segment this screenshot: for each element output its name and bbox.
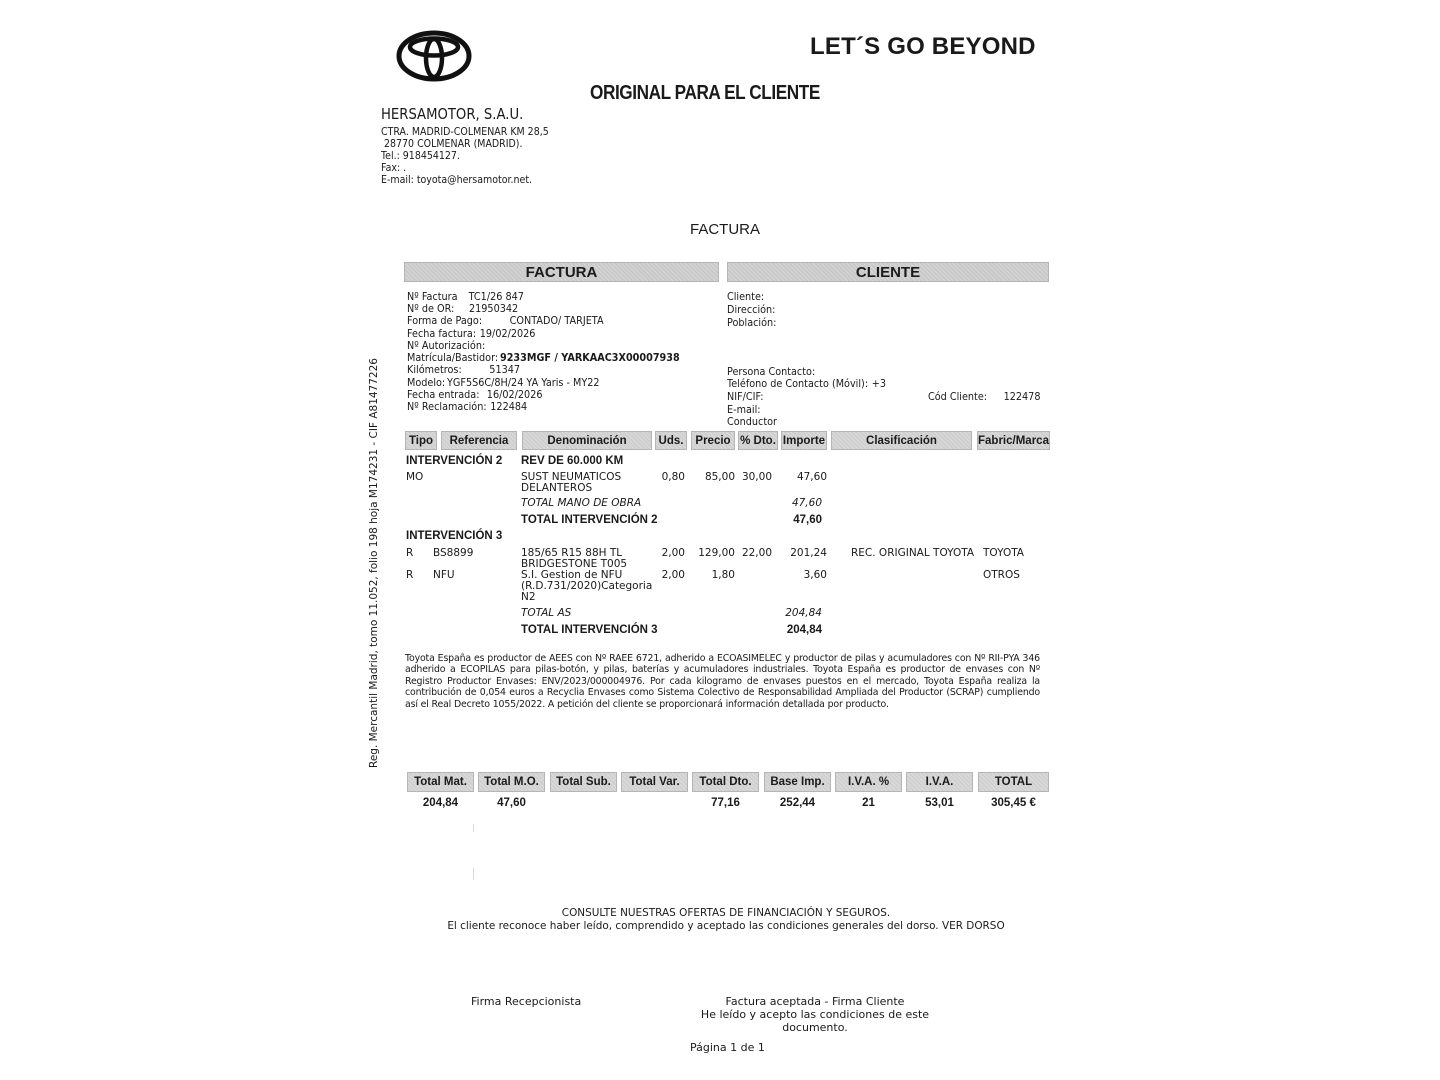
- client-code: Cód Cliente: 122478: [928, 391, 1041, 403]
- intervention-subtitle: REV DE 60.000 KM: [521, 455, 624, 467]
- totals-vat-rate: 21: [862, 797, 875, 809]
- claim-number: Nº Reclamación: 122484: [407, 401, 528, 413]
- or-number: Nº de OR: 21950342: [407, 303, 519, 315]
- line-importe: 201,24: [790, 547, 827, 559]
- invoice-section-header: FACTURA: [404, 262, 719, 282]
- company-name: HERSAMOTOR, S.A.U.: [381, 105, 524, 123]
- kilometers: Kilómetros: 51347: [407, 364, 521, 376]
- line-uds: 2,00: [661, 569, 685, 581]
- client-section-header: CLIENTE: [727, 262, 1049, 282]
- line-denominacion: S.I. Gestion de NFU (R.D.731/2020)Categoria N2: [521, 569, 653, 603]
- scan-artifact: [473, 824, 474, 832]
- intervention-total-value: 47,60: [793, 514, 822, 526]
- contact-person: Persona Contacto:: [727, 366, 816, 378]
- col-header-marca: Fabric/Marca: [977, 431, 1050, 450]
- totals-header-labor: Total M.O.: [478, 772, 545, 792]
- line-clasificacion: REC. ORIGINAL TOYOTA: [851, 547, 975, 559]
- line-denominacion: SUST NEUMATICOS DELANTEROS: [521, 471, 622, 494]
- col-header-uds: Uds.: [655, 431, 687, 450]
- totals-header-base: Base Imp.: [764, 772, 831, 792]
- company-fax: Fax: .: [381, 162, 407, 174]
- authorization-number: Nº Autorización:: [407, 340, 486, 352]
- line-referencia: BS8899: [433, 547, 474, 559]
- scan-artifact: [473, 868, 474, 880]
- registry-text: Reg. Mercantil Madrid, tomo 11.052, folio 198 hoja M174231 - CIF A81477226: [368, 358, 380, 768]
- company-email: E-mail: toyota@hersamotor.net.: [381, 174, 533, 186]
- contact-phone: Teléfono de Contacto (Móvil): +3: [727, 378, 887, 390]
- totals-labor: 47,60: [497, 797, 526, 809]
- intervention-total-label: TOTAL INTERVENCIÓN 3: [521, 624, 658, 636]
- line-marca: OTROS: [983, 569, 1020, 581]
- totals-header-material: Total Mat.: [407, 772, 474, 792]
- col-header-tipo: Tipo: [405, 431, 437, 450]
- intervention-title: INTERVENCIÓN 2: [406, 455, 503, 467]
- company-tel: Tel.: 918454127.: [381, 150, 460, 162]
- totals-header-vat: I.V.A.: [906, 772, 973, 792]
- totals-header-sub: Total Sub.: [550, 772, 617, 792]
- line-dto: 22,00: [741, 547, 772, 559]
- invoice-number: Nº Factura TC1/26 847: [407, 291, 524, 303]
- totals-header-var: Total Var.: [621, 772, 688, 792]
- document-title: FACTURA: [690, 221, 761, 238]
- client-driver: Conductor: [727, 416, 778, 428]
- legal-notice: Toyota España es productor de AEES con Nº RAEE 6721, adherido a ECOASIMELEC y productor de pilas y acumuladores con Nº RII-PYA 346 adherido a ECOPILAS para pilas-botón, y pilas, baterías y acumuladores industriales. Toyota España es productor de envases con Nº Registro Productor Envases: ENV/2023/000004976. Por cada kilogramo de envases puestos en el mercado, Toyota España realiza la contribución de 0,054 euros a Recyclia Envases como Sistema Colectivo de Responsabilidad Ampliada del Productor (SCRAP) cumpliendo así el Real Decreto 1055/2022. A petición del cliente se proporcionará información detallada por producto.: [405, 653, 1040, 710]
- line-importe: 47,60: [796, 471, 827, 483]
- address-line-1: CTRA. MADRID-COLMENAR KM 28,5: [381, 126, 549, 138]
- col-header-clasificacion: Clasificación: [831, 431, 972, 450]
- totals-header-total: TOTAL: [978, 772, 1049, 792]
- page-number: Página 1 de 1: [690, 1041, 765, 1054]
- client-email: E-mail:: [727, 404, 761, 416]
- line-uds: 0,80: [661, 471, 685, 483]
- line-precio: 85,00: [704, 471, 735, 483]
- copy-label: ORIGINAL PARA EL CLIENTE: [590, 82, 820, 104]
- totals-header-discount: Total Dto.: [692, 772, 759, 792]
- col-header-referencia: Referencia: [441, 431, 517, 450]
- client-city: Población:: [727, 317, 777, 329]
- line-uds: 2,00: [661, 547, 685, 559]
- col-header-dto: % Dto.: [738, 431, 778, 450]
- plate-vin: Matrícula/Bastidor: 9233MGF / YARKAAC3X00007938: [407, 352, 680, 364]
- line-tipo: R: [406, 569, 414, 581]
- signature-client: Factura aceptada - Firma Cliente He leído y acepto las condiciones de este documento.: [700, 995, 930, 1034]
- intervention-title: INTERVENCIÓN 3: [406, 530, 503, 542]
- slogan: LET´S GO BEYOND: [810, 33, 1036, 60]
- line-dto: 30,00: [741, 471, 772, 483]
- line-tipo: MO: [406, 471, 424, 483]
- subtotal-value: 47,60: [791, 497, 822, 509]
- line-importe: 3,60: [803, 569, 827, 581]
- line-precio: 1,80: [711, 569, 735, 581]
- totals-header-vat-rate: I.V.A. %: [835, 772, 902, 792]
- line-tipo: R: [406, 547, 414, 559]
- company-address: [381, 126, 549, 186]
- intervention-total-value: 204,84: [786, 624, 822, 636]
- subtotal-label: TOTAL MANO DE OBRA: [521, 497, 642, 509]
- col-header-precio: Precio: [691, 431, 735, 450]
- line-denominacion: 185/65 R15 88H TL BRIDGESTONE T005: [521, 547, 628, 570]
- intervention-total-label: TOTAL INTERVENCIÓN 2: [521, 514, 658, 526]
- line-precio: 129,00: [698, 547, 735, 559]
- subtotal-value: 204,84: [785, 607, 822, 619]
- client-nif: NIF/CIF:: [727, 391, 764, 403]
- totals-grand-total: 305,45 €: [991, 797, 1036, 809]
- totals-vat: 53,01: [925, 797, 954, 809]
- client-address: Dirección:: [727, 304, 776, 316]
- vehicle-model: Modelo: YGF5S6C/8H/24 YA Yaris - MY22: [407, 377, 600, 389]
- totals-material: 204,84: [422, 797, 459, 809]
- totals-base: 252,44: [779, 797, 816, 809]
- subtotal-label: TOTAL AS: [521, 607, 572, 619]
- line-marca: TOYOTA: [983, 547, 1024, 559]
- totals-discount: 77,16: [711, 797, 740, 809]
- col-header-denominacion: Denominación: [522, 431, 652, 450]
- toyota-logo-icon: [396, 30, 472, 82]
- line-referencia: NFU: [433, 569, 455, 581]
- col-header-importe: Importe: [781, 431, 827, 450]
- address-line-2: 28770 COLMENAR (MADRID).: [381, 138, 523, 150]
- entry-date: Fecha entrada: 16/02/2026: [407, 389, 543, 401]
- invoice-date: Fecha factura: 19/02/2026: [407, 328, 536, 340]
- signature-receptionist: Firma Recepcionista: [471, 995, 582, 1008]
- client-name: Cliente:: [727, 291, 765, 303]
- financing-notice: CONSULTE NUESTRAS OFERTAS DE FINANCIACIÓN Y SEGUROS. El cliente reconoce haber leído, comprendido y aceptado las condiciones generales del dorso. VER DORSO: [447, 906, 1005, 932]
- payment-method: Forma de Pago: CONTADO/ TARJETA: [407, 315, 604, 327]
